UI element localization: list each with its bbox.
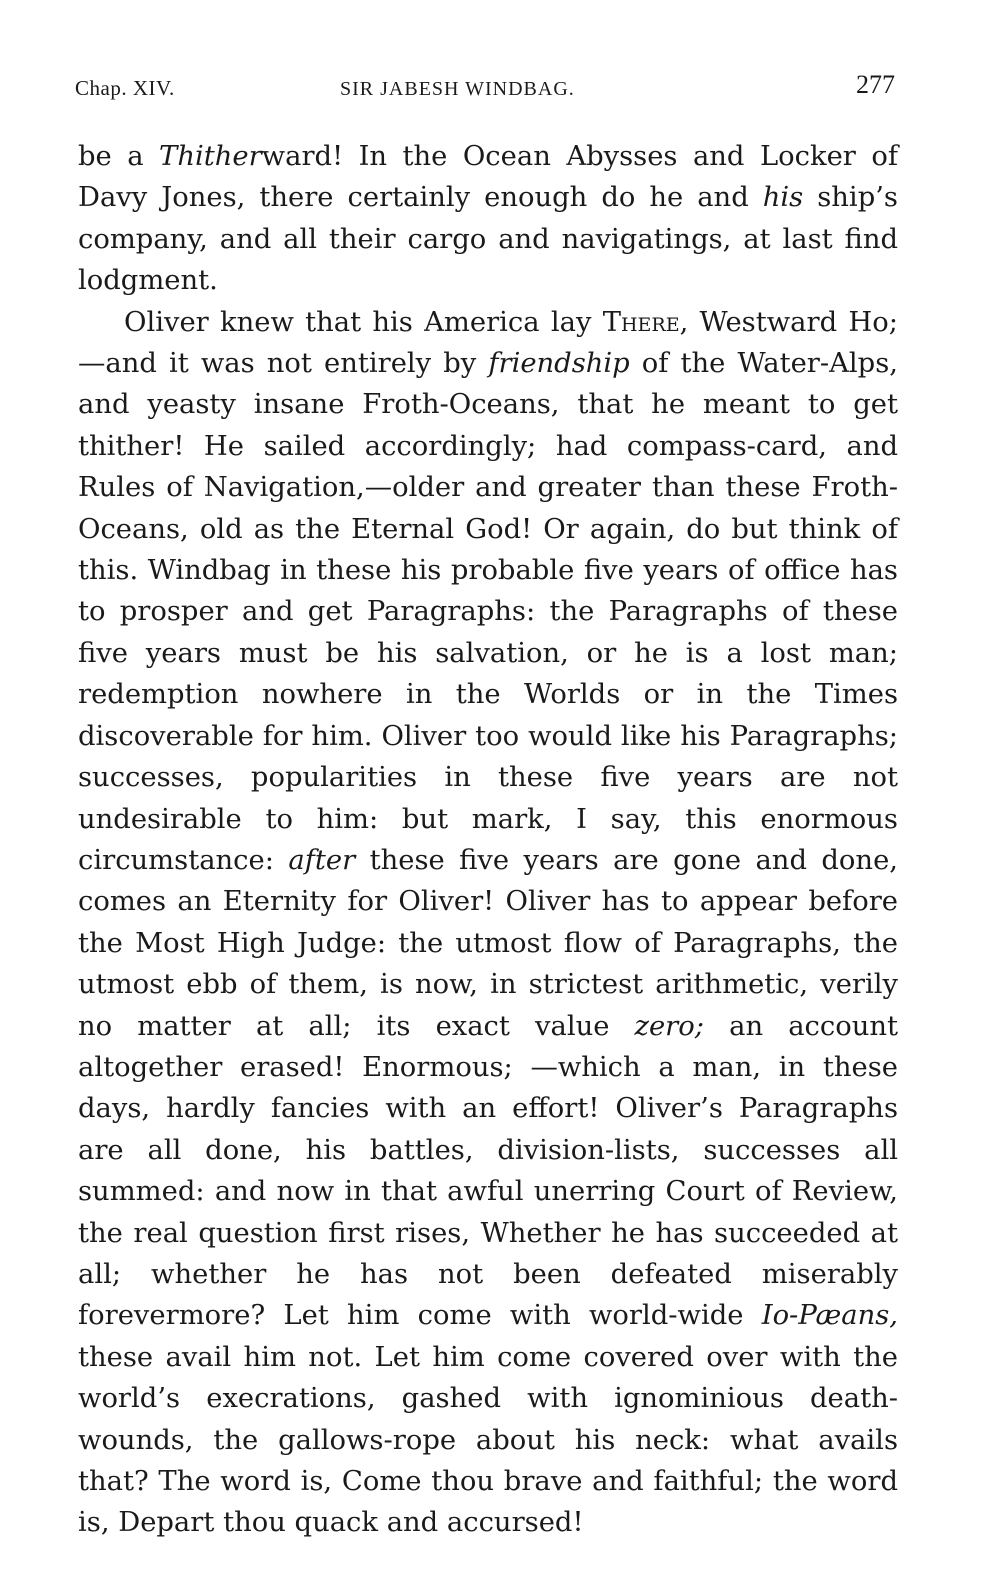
- text-run: these five years are gone and done, comes an Eternity for Oliver! Oliver has to appear before the Most High Judge: the utmost flow of Paragraphs, the utmost ebb of them, is now, in strictest arithmetic, verily no matter at all; its exact value: [78, 844, 898, 1042]
- italic-text: his: [762, 182, 804, 214]
- text-run: of the Water-Alps, and yeasty insane Froth-Oceans, that he meant to get thither! He sailed accordingly; had compass-card, and Rules of Navigation,—older and greater than these Froth-Oceans, old as the Eternal God! Or again, do but think of this. Windbag in these his probable five years of office has to prosper and get Paragraphs: the Paragraphs of these five years must be his salvation, or he is a lost man; redemption nowhere in the Worlds or in the Times discoverable for him. Oliver too would like his Paragraphs; successes, popularities in these five years are not undesirable to him: but mark, I say, this enormous circumstance:: [78, 348, 898, 876]
- running-head: [75, 70, 895, 110]
- text-run: be a: [78, 141, 160, 172]
- italic-text: after: [288, 844, 356, 876]
- text-run: , Westward Ho; —and it was not entirely by: [78, 306, 898, 380]
- running-title: SIR JABESH WINDBAG.: [340, 78, 575, 100]
- paragraph-continued: [78, 136, 898, 302]
- small-caps-text: There: [602, 306, 680, 338]
- paragraph: [78, 302, 898, 1544]
- text-run: Oliver knew that his America lay: [124, 306, 603, 338]
- text-run: ward! In the Ocean Abysses and Locker of Davy Jones, there certainly enough do he and: [78, 141, 898, 214]
- text-run: ship’s company, and all their cargo and navigatings, at last find lodgment.: [78, 182, 898, 297]
- italic-text: friendship: [488, 348, 630, 380]
- text-run: these avail him not. Let him come covered over with the world’s execrations, gashed with ignominious death-wounds, the gallows-rope about his neck: what avails that? The word is, Come thou brave and faithful; the word is, Depart thou quack and accursed!: [78, 1341, 898, 1539]
- text-run: an account altogether erased! Enormous; —which a man, in these days, hardly fancies with an effort! Oliver’s Paragraphs are all done, his battles, division-lists, successes all summed: and now in that awful unerring Court of Review, the real question first rises, Whether he has succeeded at all; whether he has not been defeated miserably forevermore? Let him come with world-wide: [78, 1010, 898, 1332]
- italic-text: zero;: [634, 1010, 704, 1042]
- italic-text: Io-Pæans,: [761, 1300, 898, 1332]
- page-number: 277: [856, 70, 895, 99]
- chapter-label: Chap. XIV.: [75, 76, 175, 100]
- body-text: [78, 136, 898, 1544]
- italic-text: Thither: [159, 141, 262, 172]
